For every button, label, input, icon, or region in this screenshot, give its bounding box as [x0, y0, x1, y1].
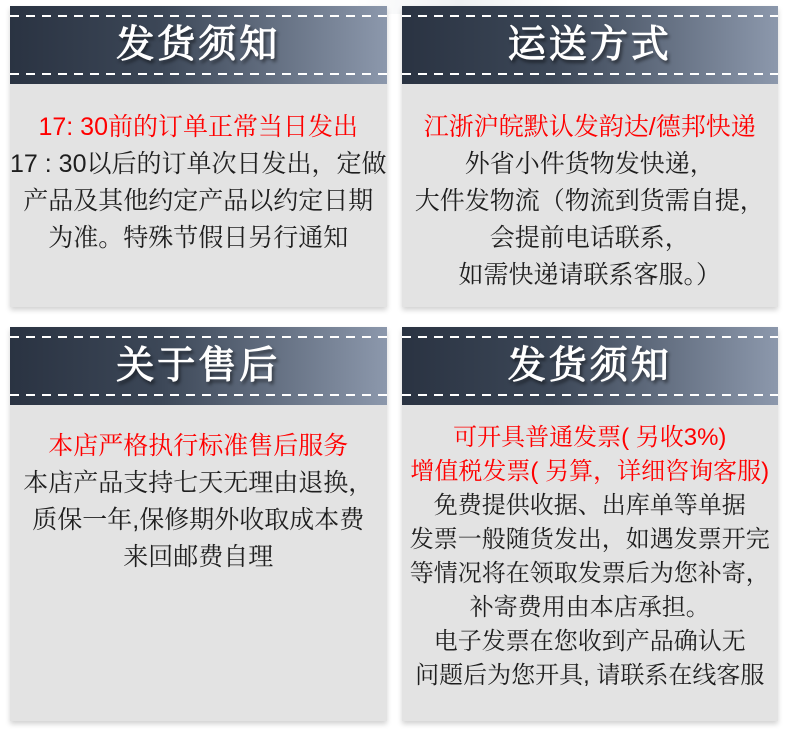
- card-shipping-notice-header: [10, 6, 387, 84]
- card-title: 发货须知: [507, 345, 672, 387]
- body-line: 补寄费用由本店承担。: [469, 594, 710, 621]
- body-line: 大件发物流（物流到货需自提，: [414, 187, 765, 215]
- body-line: 电子发票在您收到产品确认无: [433, 628, 746, 655]
- card-title: 关于售后: [116, 345, 281, 387]
- body-line: 免费提供收据、出库单等单据: [433, 492, 746, 519]
- body-line: 产品及其他约定产品以约定日期: [23, 187, 374, 215]
- highlight-line: 本店严格执行标准售后服务: [48, 432, 349, 460]
- body-line: 等情况将在领取发票后为您补寄，: [409, 560, 770, 587]
- body-line: 发票一般随货发出，如遇发票开完: [409, 526, 770, 553]
- dashed-line-icon: [402, 336, 779, 338]
- card-body: [402, 84, 779, 307]
- body-line: 质保一年,保修期外收取成本费: [32, 506, 365, 534]
- body-line: 外省小件货物发快递，: [464, 150, 715, 178]
- dashed-line-icon: [10, 394, 387, 396]
- dashed-line-icon: [10, 15, 387, 17]
- body-line: 为准。特殊节假日另行通知: [48, 224, 349, 252]
- dashed-line-icon: [10, 73, 387, 75]
- card-invoice-notice: [402, 327, 779, 721]
- card-after-sales-header: [10, 327, 387, 405]
- card-after-sales: [10, 327, 387, 721]
- body-line: 17 : 30以后的订单次日发出，定做: [10, 150, 387, 178]
- card-body: [10, 405, 387, 721]
- card-shipping-method-header: [402, 6, 779, 84]
- body-line: 本店产品支持七天无理由退换，: [23, 469, 374, 497]
- body-line: 问题后为您开具, 请联系在线客服: [415, 662, 765, 689]
- card-body: [10, 84, 387, 307]
- dashed-line-icon: [10, 336, 387, 338]
- highlight-line: 增值税发票( 另算，详细咨询客服): [410, 458, 770, 485]
- card-shipping-notice: [10, 6, 387, 307]
- body-line: 如需快递请联系客服。）: [458, 261, 721, 289]
- card-invoice-notice-header: [402, 327, 779, 405]
- card-body: [402, 405, 779, 721]
- highlight-line: 17: 30前的订单正常当日发出: [38, 113, 358, 141]
- card-title: 发货须知: [116, 24, 281, 66]
- highlight-line: 可开具普通发票( 另收3%): [453, 424, 727, 451]
- body-line: 来回邮费自理: [123, 543, 274, 571]
- body-line: 会提前电话联系，: [489, 224, 690, 252]
- card-title: 运送方式: [507, 24, 672, 66]
- highlight-line: 江浙沪皖默认发韵达/德邦快递: [423, 113, 756, 141]
- notice-cards-grid: [10, 6, 778, 721]
- card-shipping-method: [402, 6, 779, 307]
- dashed-line-icon: [402, 394, 779, 396]
- dashed-line-icon: [402, 15, 779, 17]
- dashed-line-icon: [402, 73, 779, 75]
